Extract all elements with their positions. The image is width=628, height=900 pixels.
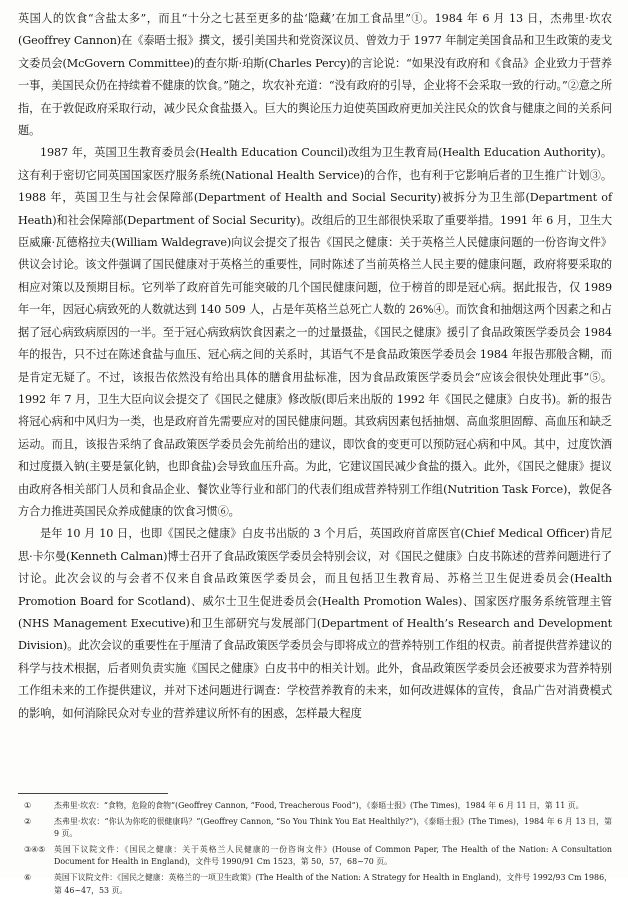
footnote-mark: ⑥ <box>24 872 32 882</box>
footnote-mark: ③④⑤ <box>24 844 46 854</box>
paragraph-1: 英国人的饮食“含盐太多”，而且“十分之七甚至更多的盐‘隐藏’在加工食品里”①。1984 年 6 月 13 日，杰弗里·坎农(Geoffrey Cannon)在《泰晤士报》撰文，援引美国共和党资深议员、曾效力于 1977 年制定美国食品和卫生政策的麦戈文委员会(McGovern Committee)的查尔斯·珀斯(Charles Percy)的言论说：“如果没有政府和《食品》企业致力于营养一事，美国民众仍在持续着不健康的饮食。”随之，坎农补充道：“没有政府的引导，企业将不会采取一致的行动。”②意之所指，在于敦促政府采取行动，减少民众食盐摄入。巨大的舆论压力迫使英国政府更加关注民众的饮食与健康之间的关系问题。 <box>18 12 612 138</box>
footnote-mark: ② <box>24 816 32 826</box>
paragraph-2: 1987 年，英国卫生教育委员会(Health Education Council)改组为卫生教育局(Health Education Authority)。这有利于密切它同英国国家医疗服务系统(National Health Service)的合作，也有利于它影响后者的卫生推广计划③。1988 年，英国卫生与社会保障部(Department of Health and Social Security)被拆分为卫生部(Department of Heath)和社会保障部(Department of Social Security)。改组后的卫生部很快采取了重要举措。1991 年 6 月，卫生大臣威廉·瓦德格拉夫(William Waldegrave)向议会提交了报告《国民之健康：关于英格兰人民健康问题的一份咨询文件》供议会讨论。该文件强调了国民健康对于英格兰的重要性，同时陈述了当前英格兰人民主要的健康问题，政府将要采取的相应对策以及预期目标。它列举了政府首先可能突破的几个国民健康问题，位于榜首的即是冠心病。据此报告，仅 1989 年一年，因冠心病致死的人数就达到 140 509 人，占是年英格兰总死亡人数的 26%④。而饮食和抽烟这两个因素之和占据了冠心病致病原因的一半。至于冠心病致病饮食因素之一的过量摄盐，《国民之健康》援引了食品政策医学委员会 1984 年的报告，只不过在陈述食盐与血压、冠心病之间的关系时，其语气不是食品政策医学委员会 1984 年报告那般含糊，而是肯定无疑了。不过，该报告依然没有给出具体的膳食用盐标准，因为食品政策医学委员会“应该会很快处理此事”⑤。1992 年 7 月，卫生大臣向议会提交了《国民之健康》修改版(即后来出版的 1992 年《国民之健康》白皮书)。新的报告将冠心病和中风归为一类，也是政府首先需要应对的国民健康问题。其致病因素包括抽烟、高血浆胆固醇、高血压和缺乏运动。而且，该报告采纳了食品政策医学委员会先前给出的建议，即饮食的变更可以预防冠心病和中风。其中，过度饮酒和过度摄入钠(主要是氯化钠，也即食盐)会导致血压升高。为此，它建议国民减少食盐的摄入。此外，《国民之健康》提议由政府各相关部门人员和食品企业、餐饮业等行业和部门的代表们组成营养特别工作组(Nutrition Task Force)，敦促各方合力推进英国民众养成健康的饮食习惯⑥。 <box>18 146 612 518</box>
footnote-text: 杰弗里·坎农：“你认为你吃的很健康吗？”(Geoffrey Cannon, “So You Think You Eat Healthily?”)，《泰晤士报》(The Times)，1984 年 6 月 13 日，第 9 页。 <box>54 816 612 839</box>
footnote-text: 英国下议院文件：《国民之健康：英格兰的一项卫生政策》(The Health of the Nation: A Strategy for Health in England)，文件号 1992/93 Cm 1986，第 46~47，53 页。 <box>54 872 612 895</box>
body-text <box>18 8 612 725</box>
footnote-1 <box>18 800 612 813</box>
footnote-text: 杰弗里·坎农：“食物，危险的食物”(Geoffrey Cannon, “Food, Treacherous Food”)，《泰晤士报》(The Times)，1984 年 6 月 11 日，第 11 页。 <box>54 801 584 810</box>
footnote-3 <box>18 844 612 869</box>
footnote-mark: ① <box>24 801 32 810</box>
footnote-text: 英国下议院文件：《国民之健康：关于英格兰人民健康的一份咨询文件》(House of Common Paper, The Health of the Nation: A Consultation Document for Health in England)，文件号 1990/91 Cm 1523，第 50，57，68~70 页。 <box>54 844 612 867</box>
paragraph-3: 是年 10 月 10 日，也即《国民之健康》白皮书出版的 3 个月后，英国政府首席医官(Chief Medical Officer)肯尼思·卡尔曼(Kenneth Calman)博士召开了食品政策医学委员会特别会议，对《国民之健康》白皮书陈述的营养问题进行了讨论。此次会议的与会者不仅来自食品政策医学委员会，而且包括卫生教育局、苏格兰卫生促进委员会(Health Promotion Board for Scotland)、威尔士卫生促进委员会(Health Promotion Wales)、国家医疗服务系统管理主管(NHS Management Executive)和卫生部研究与发展部门(Department of Health’s Research and Development Division)。此次会议的重要性在于厘清了食品政策医学委员会与即将成立的营养特别工作组的权责。前者提供营养建议的科学与技术根据，后者则负责实施《国民之健康》白皮书中的相关计划。此外，食品政策医学委员会还被要求为营养特别工作组未来的工作提供建议，并对下述问题进行调查：学校营养教育的未来，如何改进媒体的宣传，食品广告对消费模式的影响，如何消除民众对专业的营养建议所怀有的困惑，怎样最大程度 <box>18 527 612 720</box>
footnotes <box>18 800 612 900</box>
footnote-divider <box>18 793 168 794</box>
footnote-2 <box>18 816 612 841</box>
footnote-4 <box>18 872 612 897</box>
